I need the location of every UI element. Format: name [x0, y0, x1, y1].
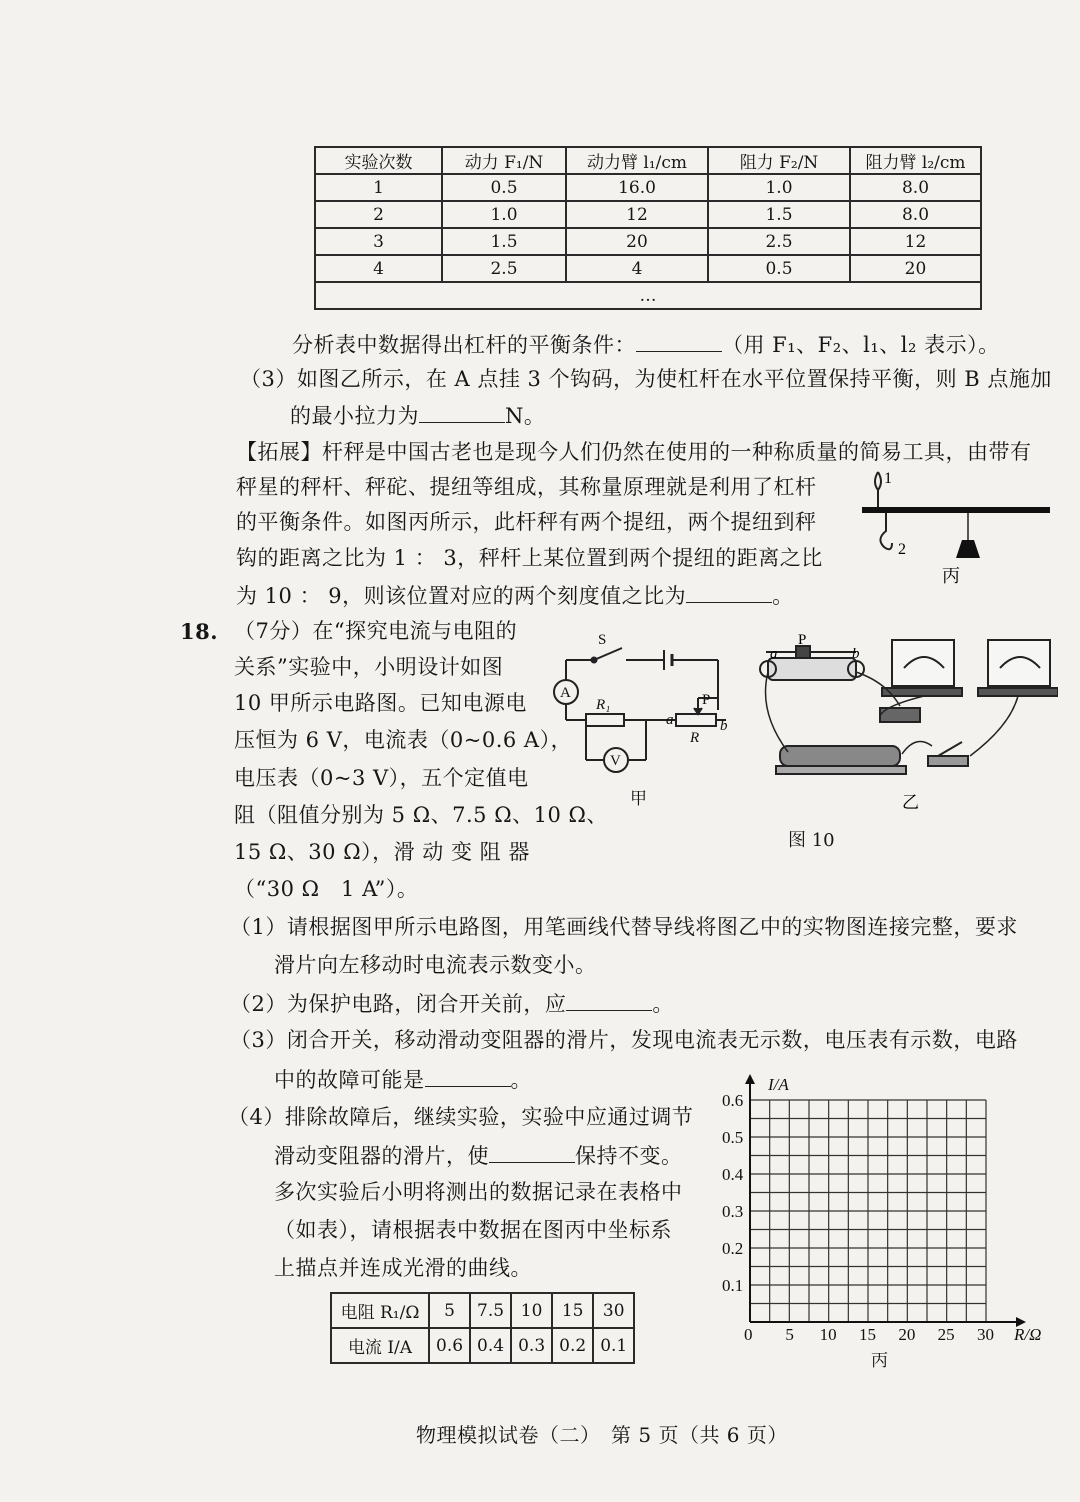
analysis-hint: （用 F₁、F₂、l₁、l₂ 表示）。: [722, 333, 1000, 357]
extension-line3: 的平衡条件。如图丙所示，此杆秤有两个提纽，两个提纽到秤: [236, 510, 817, 534]
figure-yi-caption: 乙: [902, 793, 919, 812]
y-tick-label: 0.1: [722, 1276, 744, 1295]
switch-device-icon[interactable]: [928, 756, 968, 766]
part4-text: 滑动变阻器的滑片，使: [274, 1144, 489, 1168]
part3-end: 。: [510, 1068, 532, 1092]
figure-jia-caption: 甲: [630, 789, 647, 808]
table-row: [331, 1293, 634, 1328]
x-tick-label: 20: [898, 1325, 916, 1344]
table-cell: 5: [429, 1293, 470, 1328]
counterweight-icon: [956, 540, 980, 558]
label-1: 1: [884, 470, 892, 487]
table-cell: 2.5: [442, 255, 566, 282]
table-cell: 8.0: [850, 201, 981, 228]
answer-blank[interactable]: [419, 404, 505, 423]
table-row: [331, 1328, 634, 1363]
ammeter-device-icon: [892, 640, 954, 686]
table-row: [315, 228, 981, 255]
table-cell: 1.0: [442, 201, 566, 228]
table-cell: 1.5: [708, 201, 850, 228]
switch-lever: [594, 648, 622, 660]
header-cell: 阻力臂 l₂/cm: [850, 147, 981, 174]
table-cell: 1.0: [708, 174, 850, 201]
row-label: 电流 I/A: [331, 1328, 429, 1363]
terminal-a-label: a: [666, 712, 674, 728]
part2-text: （2）为保护电路，闭合开关前，应: [230, 992, 567, 1016]
q18-intro-5: 电压表（0~3 V），五个定值电: [234, 766, 529, 790]
row-label: 电阻 R₁/Ω: [331, 1293, 429, 1328]
q18-part3-line1: （3）闭合开关，移动滑动变阻器的滑片，发现电流表无示数，电压表有示数，电路: [230, 1028, 1018, 1052]
table-cell: 4: [315, 255, 442, 282]
y-tick-label: 0.4: [722, 1165, 744, 1184]
extension-end: 。: [772, 584, 794, 608]
table-cell: 30: [593, 1293, 634, 1328]
table-cell: 4: [566, 255, 708, 282]
table-cell: 7.5: [470, 1293, 511, 1328]
rheostat-coil: [768, 658, 856, 680]
x-axis-label: R/Ω: [1014, 1325, 1042, 1344]
extension-text: 为 10 ： 9，则该位置对应的两个刻度值之比为: [236, 584, 687, 608]
table-cell: 20: [850, 255, 981, 282]
header-cell: 动力 F₁/N: [442, 147, 566, 174]
q18-intro-7: 15 Ω、30 Ω），滑 动 变 阻 器: [234, 840, 530, 864]
question-number: 18.: [180, 619, 219, 644]
analysis-text: 分析表中数据得出杠杆的平衡条件：: [292, 333, 636, 357]
steelyard-beam: [862, 507, 1050, 513]
q18-part4-line3: 多次实验后小明将测出的数据记录在表格中: [274, 1180, 683, 1204]
y-axis-arrow-icon: [745, 1074, 755, 1084]
circuit-diagram: [546, 632, 746, 812]
y-tick-label: 0.5: [722, 1128, 744, 1147]
extension-line5: [236, 584, 794, 607]
resistance-current-table: [330, 1292, 635, 1364]
switch-label: S: [598, 632, 607, 648]
q18-part1-line1: （1）请根据图甲所示电路图，用笔画线代替导线将图乙中的实物图连接完整，要求: [230, 915, 1018, 939]
x-tick-label: 15: [859, 1325, 876, 1344]
resistor-r1: [586, 714, 624, 726]
answer-blank[interactable]: [566, 992, 652, 1011]
part2-end: 。: [652, 992, 674, 1016]
y-axis-label: I/A: [768, 1075, 789, 1094]
graph-caption: 丙: [871, 1351, 888, 1370]
part4-text-end: 保持不变。: [575, 1144, 683, 1168]
table-cell: 0.6: [429, 1328, 470, 1363]
q18-part3-line2: [274, 1068, 532, 1091]
table-cell: 1: [315, 174, 442, 201]
apparatus-figure[interactable]: [752, 632, 1058, 812]
q18-part4-line1: （4）排除故障后，继续实验，实验中应通过调节: [228, 1105, 694, 1129]
analysis-line: [292, 333, 1000, 356]
table-cell: 2: [315, 201, 442, 228]
figure-10-title: 图 10: [788, 830, 835, 851]
q18-part4-line2: [274, 1144, 683, 1167]
table-cell: 8.0: [850, 174, 981, 201]
rheostat-label: R: [690, 730, 700, 746]
q17-part3-line1: （3）如图乙所示，在 A 点挂 3 个钩码，为使杠杆在水平位置保持平衡，则 B 点施加: [240, 367, 1052, 391]
q18-intro-6: 阻（阻值分别为 5 Ω、7.5 Ω、10 Ω、: [234, 803, 608, 827]
x-tick-label: 25: [937, 1325, 955, 1344]
table-cell: 1.5: [442, 228, 566, 255]
header-cell: 动力臂 l₁/cm: [566, 147, 708, 174]
steelyard-figure: [850, 462, 1060, 592]
table-cell: 12: [850, 228, 981, 255]
y-tick-label: 0.3: [722, 1202, 744, 1221]
answer-blank[interactable]: [636, 333, 722, 352]
table-cell: 0.5: [442, 174, 566, 201]
y-tick-label: 0.6: [722, 1091, 744, 1110]
x-tick-label: 30: [977, 1325, 994, 1344]
x-tick-label: 10: [819, 1325, 837, 1344]
extension-line2: 秤星的秤杆、秤砣、提纽等组成，其称量原理就是利用了杠杆: [236, 475, 817, 499]
table-cell: 16.0: [566, 174, 708, 201]
q18-intro-4: 压恒为 6 V，电流表（0~0.6 A），: [234, 728, 573, 752]
table-cell: 20: [566, 228, 708, 255]
voltmeter-label: V: [610, 753, 621, 769]
extension-line4: 钩的距离之比为 1 ： 3，秤杆上某位置到两个提纽的距离之比: [236, 546, 823, 570]
q18-intro-2: 关系”实验中，小明设计如图: [234, 655, 504, 679]
q18-intro-3: 10 甲所示电路图。已知电源电: [234, 691, 527, 715]
header-cell: 实验次数: [315, 147, 442, 174]
table-cell: 0.3: [511, 1328, 552, 1363]
table-cell: 15: [552, 1293, 593, 1328]
table-cell: 0.1: [593, 1328, 634, 1363]
table-ellipsis-row: [315, 282, 981, 309]
header-cell: 阻力 F₂/N: [708, 147, 850, 174]
coordinate-grid[interactable]: [716, 1070, 1060, 1370]
q18-intro-1: （7分）在“探究电流与电阻的: [234, 619, 518, 643]
table-cell: 0.4: [470, 1328, 511, 1363]
apparatus-a-label: a: [770, 646, 778, 662]
table-cell: 0.2: [552, 1328, 593, 1363]
lever-data-table: [314, 146, 982, 310]
table-row: [315, 255, 981, 282]
table-ellipsis: …: [315, 282, 981, 309]
answer-blank[interactable]: [425, 1068, 511, 1087]
hook-2-icon: [880, 513, 892, 549]
apparatus-b-label: b: [852, 646, 860, 662]
origin-label: 0: [744, 1325, 753, 1344]
part3-unit: N。: [505, 404, 546, 428]
q18-part4-line5: 上描点并连成光滑的曲线。: [274, 1256, 532, 1280]
x-tick-label: 5: [785, 1325, 794, 1344]
page-footer: 物理模拟试卷（二） 第 5 页（共 6 页）: [416, 1423, 788, 1447]
extension-line1: 【拓展】杆秤是中国古老也是现今人们仍然在使用的一种称质量的简易工具，由带有: [236, 440, 1032, 464]
terminal-b-label: b: [720, 718, 728, 734]
y-tick-label: 0.2: [722, 1239, 744, 1258]
table-row: [315, 174, 981, 201]
voltmeter-device-icon: [988, 640, 1050, 686]
q18-part4-line4: （如表），请根据表中数据在图丙中坐标系: [274, 1218, 672, 1242]
answer-blank[interactable]: [489, 1144, 575, 1163]
battery-pack-icon: [780, 746, 900, 766]
answer-blank[interactable]: [686, 584, 772, 603]
r1-label: R₁: [596, 697, 611, 713]
hook-1-icon: [875, 472, 881, 490]
part3-text: 中的故障可能是: [274, 1068, 425, 1092]
table-cell: 2.5: [708, 228, 850, 255]
table-cell: 12: [566, 201, 708, 228]
table-header-row: [315, 147, 981, 174]
rheostat-r: [676, 714, 716, 726]
figure-caption: 丙: [942, 566, 960, 586]
slider-label: P: [702, 692, 711, 708]
q18-part1-line2: 滑片向左移动时电流表示数变小。: [274, 953, 597, 977]
q18-part2: [230, 992, 674, 1015]
q18-intro-8: （“30 Ω 1 A”）。: [234, 877, 419, 901]
q17-part3-line2: [290, 404, 545, 427]
label-2: 2: [898, 541, 906, 558]
part3-text: 的最小拉力为: [290, 404, 419, 428]
table-cell: 0.5: [708, 255, 850, 282]
table-cell: 10: [511, 1293, 552, 1328]
table-row: [315, 201, 981, 228]
apparatus-p-label: P: [798, 632, 807, 648]
table-cell: 3: [315, 228, 442, 255]
ammeter-label: A: [560, 685, 571, 701]
